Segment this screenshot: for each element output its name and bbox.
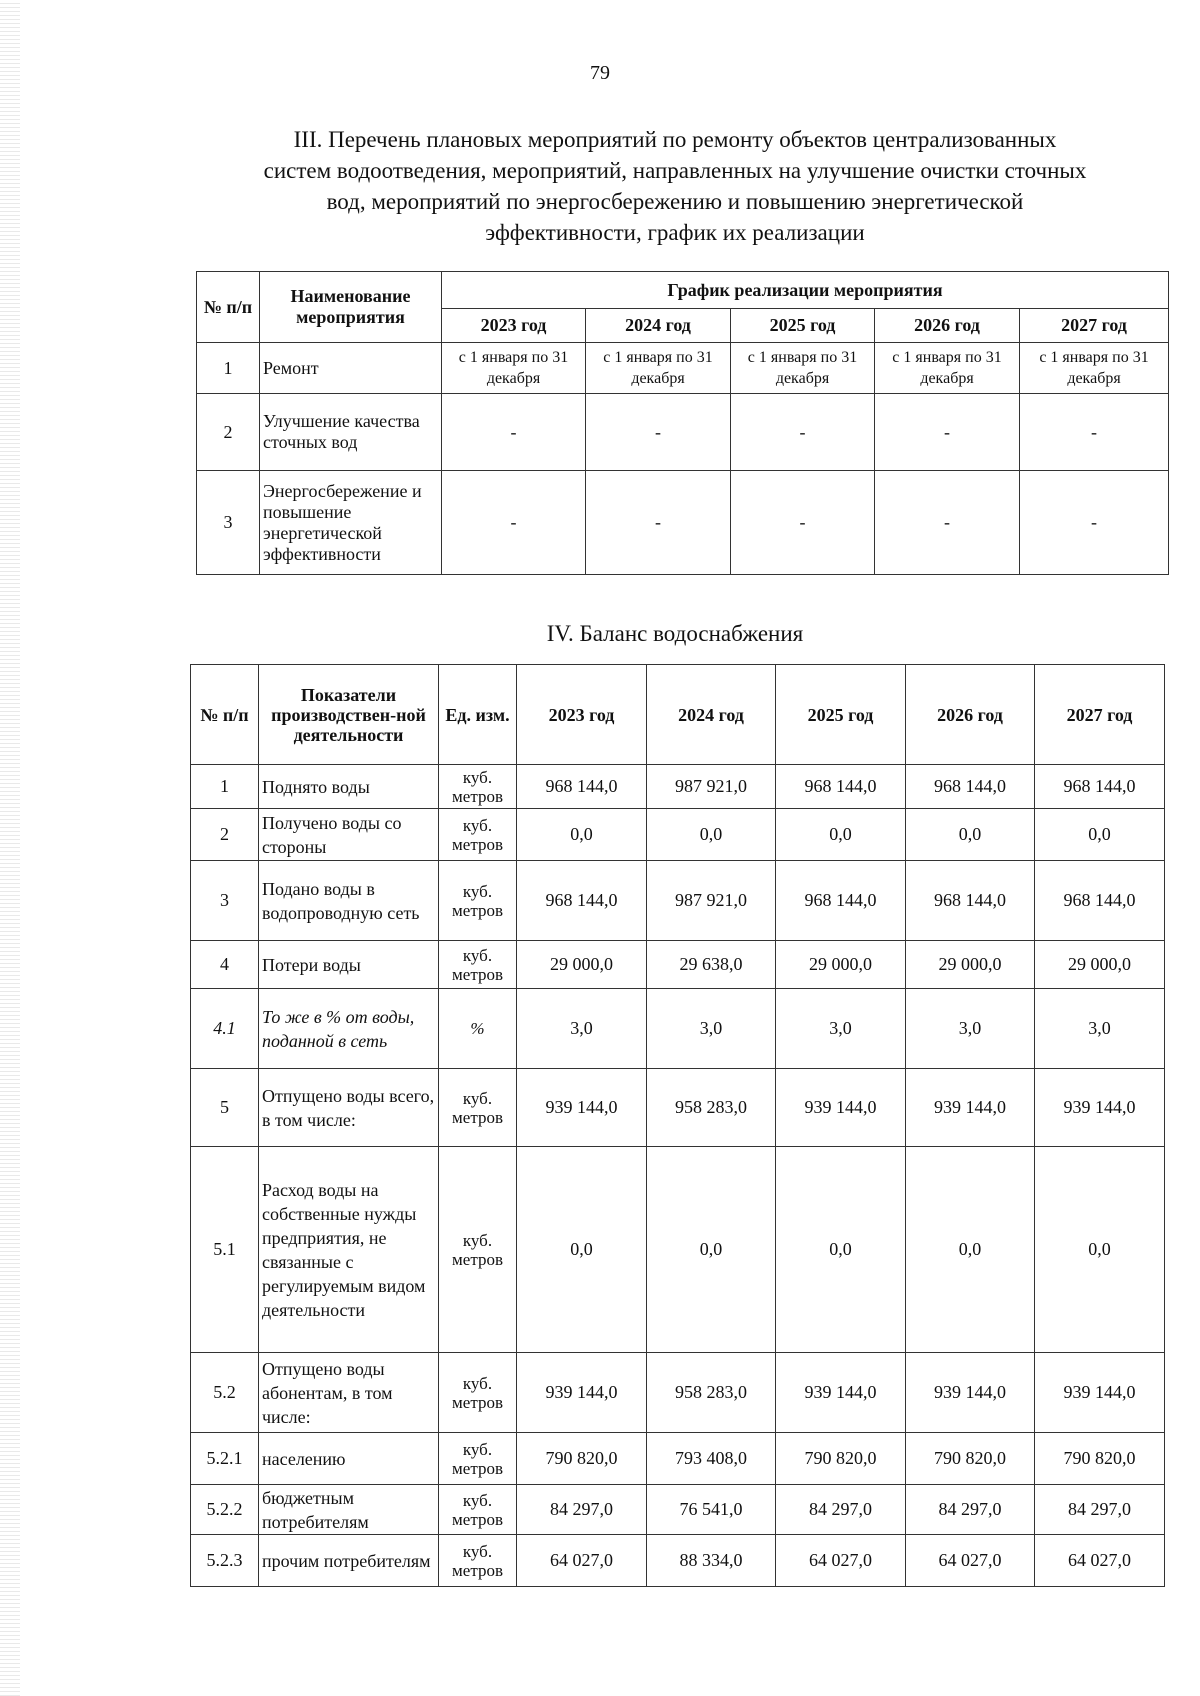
- measures-schedule-table: [196, 271, 1169, 575]
- row-value: 29 000,0: [906, 941, 1035, 989]
- row-value: 84 297,0: [517, 1485, 647, 1535]
- header-unit: Ед. изм.: [439, 665, 517, 765]
- row-value: 29 000,0: [517, 941, 647, 989]
- row-value: 790 820,0: [517, 1433, 647, 1485]
- row-unit: куб. метров: [439, 765, 517, 809]
- header-year: 2024 год: [586, 309, 731, 343]
- row-value: 0,0: [906, 809, 1035, 861]
- section-3-title-line: эффективности, график их реализации: [485, 220, 865, 245]
- row-value: 0,0: [1035, 809, 1165, 861]
- row-value: 29 000,0: [1035, 941, 1165, 989]
- row-num: 5.2.2: [191, 1485, 259, 1535]
- row-value: 3,0: [1035, 989, 1165, 1069]
- row-unit: куб. метров: [439, 809, 517, 861]
- row-num: 4.1: [191, 989, 259, 1069]
- row-value: 968 144,0: [906, 861, 1035, 941]
- row-name: Отпущено воды всего, в том числе:: [259, 1069, 439, 1147]
- row-value: 968 144,0: [906, 765, 1035, 809]
- section-3-title: [190, 124, 1160, 248]
- row-value: 64 027,0: [776, 1535, 906, 1587]
- table-row: [191, 989, 1165, 1069]
- row-name: Получено воды со стороны: [259, 809, 439, 861]
- row-value: 939 144,0: [906, 1353, 1035, 1433]
- row-value: 0,0: [647, 1147, 776, 1353]
- table-row: [191, 1147, 1165, 1353]
- row-name: Улучшение качества сточных вод: [260, 394, 442, 471]
- section-3-title-line: III. Перечень плановых мероприятий по ремонту объектов централизованных: [293, 127, 1057, 152]
- row-value: 790 820,0: [776, 1433, 906, 1485]
- row-value: 793 408,0: [647, 1433, 776, 1485]
- table-row: [191, 1433, 1165, 1485]
- row-name: Потери воды: [259, 941, 439, 989]
- row-value: 0,0: [517, 1147, 647, 1353]
- table-row: [191, 1485, 1165, 1535]
- row-value: 958 283,0: [647, 1353, 776, 1433]
- row-value: 0,0: [1035, 1147, 1165, 1353]
- row-value: 29 000,0: [776, 941, 906, 989]
- row-value: -: [731, 394, 875, 471]
- row-name: Отпущено воды абонентам, в том числе:: [259, 1353, 439, 1433]
- row-num: 3: [197, 471, 260, 575]
- section-3-title-line: систем водоотведения, мероприятий, направленных на улучшение очистки сточных: [263, 158, 1087, 183]
- row-value: 939 144,0: [517, 1353, 647, 1433]
- scan-edge-artifact: [0, 0, 20, 1696]
- row-value: 790 820,0: [906, 1433, 1035, 1485]
- header-measure-name: Наименование мероприятия: [260, 272, 442, 343]
- header-year: 2026 год: [875, 309, 1020, 343]
- row-value: -: [586, 394, 731, 471]
- table-row: [191, 861, 1165, 941]
- row-value: 987 921,0: [647, 765, 776, 809]
- row-name: То же в % от воды, поданной в сеть: [259, 989, 439, 1069]
- row-value: 84 297,0: [1035, 1485, 1165, 1535]
- header-year: 2025 год: [776, 665, 906, 765]
- row-num: 1: [197, 343, 260, 394]
- row-value: 84 297,0: [776, 1485, 906, 1535]
- header-year: 2024 год: [647, 665, 776, 765]
- row-value: с 1 января по 31 декабря: [731, 343, 875, 394]
- row-value: с 1 января по 31 декабря: [586, 343, 731, 394]
- row-value: 0,0: [647, 809, 776, 861]
- row-value: 790 820,0: [1035, 1433, 1165, 1485]
- row-num: 5.2.1: [191, 1433, 259, 1485]
- row-value: 968 144,0: [1035, 765, 1165, 809]
- row-num: 5.2: [191, 1353, 259, 1433]
- row-value: -: [442, 471, 586, 575]
- row-unit: куб. метров: [439, 1485, 517, 1535]
- row-value: 64 027,0: [1035, 1535, 1165, 1587]
- row-value: -: [586, 471, 731, 575]
- row-name: бюджетным потребителям: [259, 1485, 439, 1535]
- row-value: с 1 января по 31 декабря: [442, 343, 586, 394]
- row-value: 76 541,0: [647, 1485, 776, 1535]
- row-value: 84 297,0: [906, 1485, 1035, 1535]
- row-value: с 1 января по 31 декабря: [1020, 343, 1169, 394]
- row-unit: куб. метров: [439, 1147, 517, 1353]
- row-unit: куб. метров: [439, 861, 517, 941]
- row-value: 3,0: [517, 989, 647, 1069]
- row-num: 2: [191, 809, 259, 861]
- row-value: 939 144,0: [776, 1353, 906, 1433]
- header-year: 2027 год: [1020, 309, 1169, 343]
- header-indicator: Показатели производствен-ной деятельности: [259, 665, 439, 765]
- section-3-title-line: вод, мероприятий по энергосбережению и повышению энергетической: [326, 189, 1024, 214]
- row-value: 64 027,0: [906, 1535, 1035, 1587]
- row-unit: куб. метров: [439, 1069, 517, 1147]
- row-num: 4: [191, 941, 259, 989]
- row-value: 0,0: [517, 809, 647, 861]
- table-row: [197, 343, 1169, 394]
- row-value: 939 144,0: [517, 1069, 647, 1147]
- row-num: 5: [191, 1069, 259, 1147]
- table-row: [191, 941, 1165, 989]
- header-year: 2023 год: [517, 665, 647, 765]
- row-value: 0,0: [906, 1147, 1035, 1353]
- row-num: 5.1: [191, 1147, 259, 1353]
- row-name: населению: [259, 1433, 439, 1485]
- row-value: 0,0: [776, 1147, 906, 1353]
- row-name: Расход воды на собственные нужды предприятия, не связанные с регулируемым видом деятельности: [259, 1147, 439, 1353]
- row-unit: куб. метров: [439, 1433, 517, 1485]
- table-row: [191, 1069, 1165, 1147]
- header-year: 2023 год: [442, 309, 586, 343]
- table-row: [197, 471, 1169, 575]
- row-value: с 1 января по 31 декабря: [875, 343, 1020, 394]
- row-num: 3: [191, 861, 259, 941]
- row-value: 64 027,0: [517, 1535, 647, 1587]
- row-value: -: [875, 394, 1020, 471]
- table-row: [191, 1353, 1165, 1433]
- row-value: 3,0: [647, 989, 776, 1069]
- row-value: 88 334,0: [647, 1535, 776, 1587]
- row-value: -: [875, 471, 1020, 575]
- header-year: 2027 год: [1035, 665, 1165, 765]
- row-name: Поднято воды: [259, 765, 439, 809]
- header-year: 2026 год: [906, 665, 1035, 765]
- row-value: 3,0: [906, 989, 1035, 1069]
- table-row: [191, 765, 1165, 809]
- row-value: 3,0: [776, 989, 906, 1069]
- row-value: 968 144,0: [776, 861, 906, 941]
- table-row: [197, 394, 1169, 471]
- row-unit: куб. метров: [439, 941, 517, 989]
- row-value: 939 144,0: [1035, 1069, 1165, 1147]
- section-4-title: IV. Баланс водоснабжения: [546, 621, 804, 646]
- row-value: 968 144,0: [517, 765, 647, 809]
- page-number: 79: [590, 62, 610, 84]
- row-value: 939 144,0: [906, 1069, 1035, 1147]
- row-value: 939 144,0: [776, 1069, 906, 1147]
- row-value: 0,0: [776, 809, 906, 861]
- header-year: 2025 год: [731, 309, 875, 343]
- row-value: 939 144,0: [1035, 1353, 1165, 1433]
- table-row: [191, 1535, 1165, 1587]
- row-value: 987 921,0: [647, 861, 776, 941]
- row-value: 29 638,0: [647, 941, 776, 989]
- row-num: 5.2.3: [191, 1535, 259, 1587]
- row-unit: куб. метров: [439, 1353, 517, 1433]
- row-num: 2: [197, 394, 260, 471]
- row-value: 958 283,0: [647, 1069, 776, 1147]
- header-num: № п/п: [197, 272, 260, 343]
- row-value: 968 144,0: [1035, 861, 1165, 941]
- row-value: -: [1020, 471, 1169, 575]
- row-name: Энергосбережение и повышение энергетической эффективности: [260, 471, 442, 575]
- row-name: прочим потребителям: [259, 1535, 439, 1587]
- row-value: -: [731, 471, 875, 575]
- water-balance-table: [190, 664, 1165, 1587]
- row-value: 968 144,0: [776, 765, 906, 809]
- header-schedule: График реализации мероприятия: [442, 272, 1169, 309]
- row-unit: %: [439, 989, 517, 1069]
- row-name: Подано воды в водопроводную сеть: [259, 861, 439, 941]
- row-num: 1: [191, 765, 259, 809]
- row-value: -: [442, 394, 586, 471]
- row-value: 968 144,0: [517, 861, 647, 941]
- row-unit: куб. метров: [439, 1535, 517, 1587]
- row-name: Ремонт: [260, 343, 442, 394]
- table-row: [191, 809, 1165, 861]
- row-value: -: [1020, 394, 1169, 471]
- header-num: № п/п: [191, 665, 259, 765]
